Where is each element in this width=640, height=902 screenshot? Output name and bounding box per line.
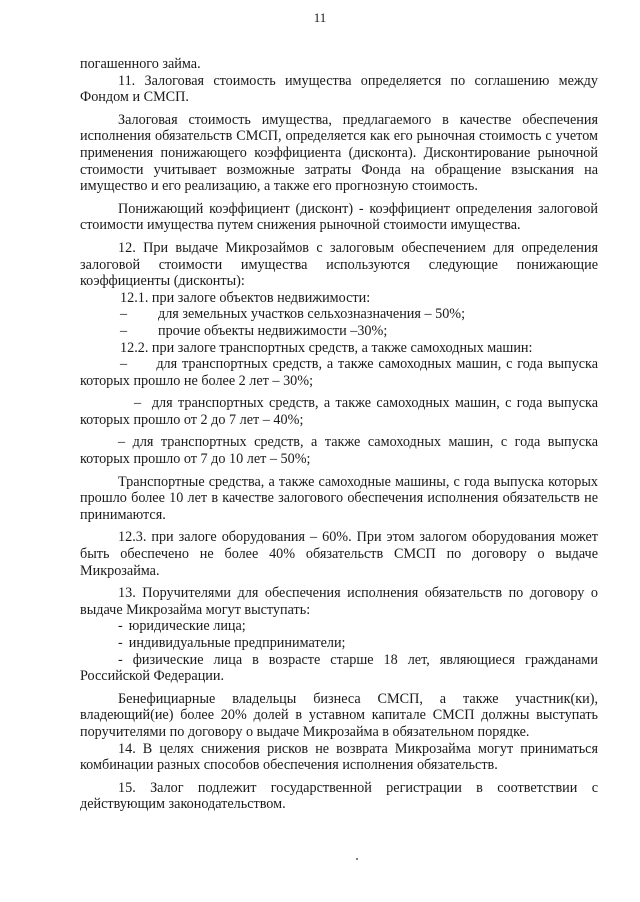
scan-speck — [356, 858, 358, 860]
list-item — [80, 618, 598, 635]
document-body — [80, 56, 598, 813]
paragraph-continuation: погашенного займа. — [80, 56, 201, 72]
list-item-text: прочие объекты недвижимости –30%; — [158, 322, 388, 339]
clause-12-3: 12.3. при залоге оборудования – 60%. При этом залогом оборудования может быть обеспечено не более 40% обязательств СМСП по договору о выдаче Микрозайма. — [80, 529, 598, 579]
list-item-text: для транспортных средств, а также самоходных машин, с года выпуска которых прошло не более 2 лет – 30%; — [80, 356, 599, 389]
list-item-text: юридические лица; — [128, 618, 246, 635]
list-item-vehicles-10: – для транспортных средств, а также самоходных машин, с года выпуска которых прошло от 7 до 10 лет – 50%; — [80, 434, 598, 468]
list-item — [80, 306, 598, 323]
list-item-vehicles-7 — [80, 395, 598, 428]
dash-marker: – — [120, 306, 128, 323]
paragraph-beneficiaries: Бенефициарные владельцы бизнеса СМСП, а также участник(ки), владеющий(ие) более 20% долей в уставном капитале СМСП должны выступать поручителями по договору о выдаче Микрозайма в обязательном порядке. — [80, 690, 598, 740]
dash-marker: - — [118, 635, 123, 651]
list-item — [80, 635, 598, 652]
paragraph-collateral-value: Залоговая стоимость имущества, предлагаемого в качестве обеспечения исполнения обязательств СМСП, определяется как его рыночная стоимость с учетом применения понижающего коэффициента (дисконта). Дисконтирование рыночной стоимости учитывает возможные затраты Фонда на обращение взыскания на имущество и его реализацию, а также его прогнозную стоимость. — [80, 111, 598, 195]
dash-marker: – — [120, 322, 128, 339]
list-item-text: для земельных участков сельхозназначения – 50%; — [158, 306, 466, 323]
dash-marker: – — [120, 356, 157, 373]
list-item-vehicles-2 — [80, 356, 598, 389]
clause-11: 11. Залоговая стоимость имущества определяется по соглашению между Фондом и СМСП. — [80, 72, 598, 106]
clause-15: 15. Залог подлежит государственной регистрации в соответствии с действующим законодательством. — [80, 779, 598, 813]
clause-13: 13. Поручителями для обеспечения исполнения обязательств по договору о выдаче Микрозайма могут выступать: — [80, 585, 598, 618]
paragraph-vehicles-over-10: Транспортные средства, а также самоходные машины, с года выпуска которых прошло более 10 лет в качестве залогового обеспечения исполнения обязательств не принимаются. — [80, 473, 598, 523]
list-item-text: индивидуальные предприниматели; — [128, 635, 346, 651]
list-item-text: для транспортных средств, а также самоходных машин, с года выпуска которых прошло от 2 до 7 лет – 40%; — [80, 395, 598, 428]
clause-12-1: 12.1. при залоге объектов недвижимости: — [120, 289, 371, 306]
clause-12-2: 12.2. при залоге транспортных средств, а также самоходных машин: — [120, 339, 533, 356]
clause-12: 12. При выдаче Микрозаймов с залоговым обеспечением для определения залоговой стоимости имущества используются следующие понижающие коэффициенты (дисконты): — [80, 239, 598, 290]
page-number: 11 — [313, 10, 327, 25]
list-item-individuals: - физические лица в возрасте старше 18 лет, являющиеся гражданами Российской Федерации. — [80, 651, 598, 685]
list-item — [80, 323, 598, 340]
dash-marker: - — [118, 618, 123, 635]
paragraph-discount-definition: Понижающий коэффициент (дисконт) - коэффициент определения залоговой стоимости имущества путем снижения рыночной стоимости имущества. — [80, 200, 598, 234]
dash-marker: – — [134, 395, 152, 412]
clause-14: 14. В целях снижения рисков не возврата Микрозайма могут приниматься комбинации разных способов обеспечения исполнения обязательств. — [80, 740, 598, 774]
